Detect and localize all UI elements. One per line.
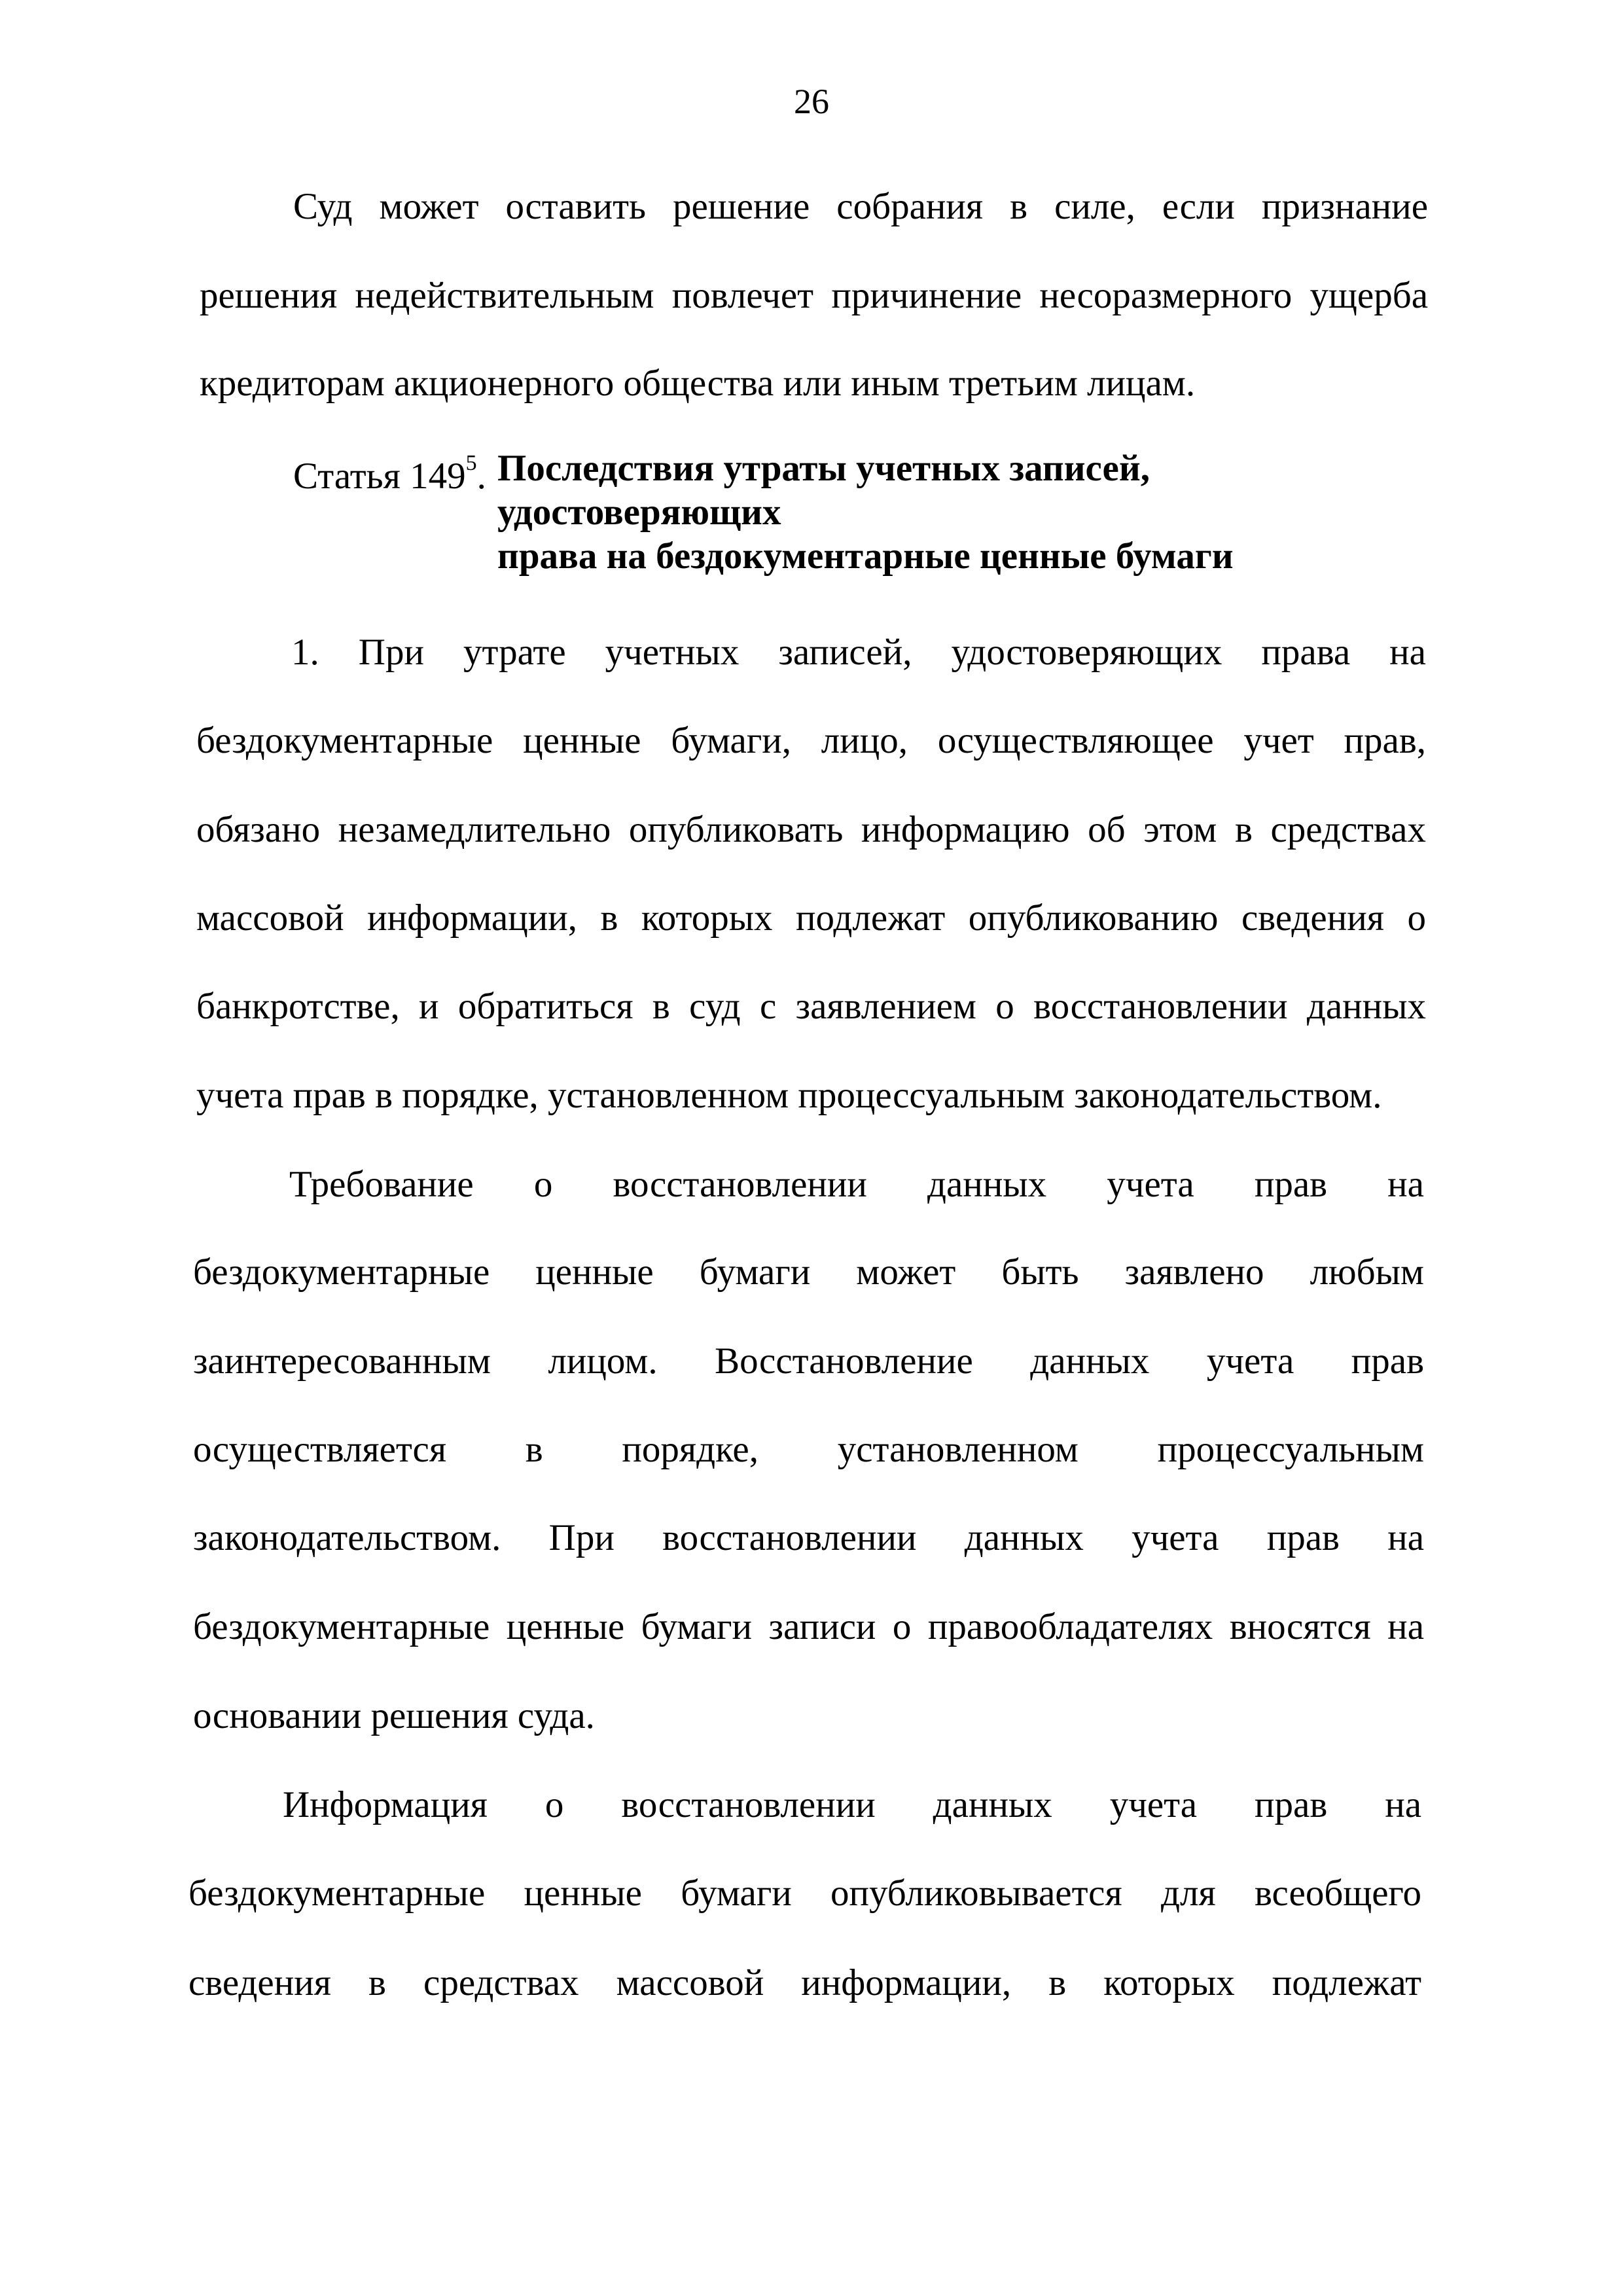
- page-number: 26: [794, 82, 829, 121]
- paragraph-2-line-5: банкротстве, и обратиться в суд с заявлением о восстановлении данных: [196, 986, 1426, 1027]
- paragraph-2-line-1: 1. При утрате учетных записей, удостоверяющих права на: [291, 632, 1426, 673]
- paragraph-1-line-3: кредиторам акционерного общества или иным третьим лицам.: [200, 363, 1196, 404]
- paragraph-4-line-2: бездокументарные ценные бумаги опубликовывается для всеобщего: [188, 1873, 1421, 1914]
- article-label: Статья $149^5$.: [293, 451, 486, 497]
- paragraph-3-line-4: осуществляется в порядке, установленном процессуальным: [193, 1429, 1424, 1470]
- paragraph-3-line-2: бездокументарные ценные бумаги может быть заявлено любым: [193, 1251, 1424, 1293]
- paragraph-3-line-1: Требование о восстановлении данных учета прав на: [289, 1164, 1424, 1205]
- paragraph-3-line-7: основании решения суда.: [193, 1695, 595, 1736]
- paragraph-2-line-2: бездокументарные ценные бумаги, лицо, осуществляющее учет прав,: [196, 720, 1426, 761]
- paragraph-2-line-3: обязано незамедлительно опубликовать информацию об этом в средствах: [196, 809, 1426, 850]
- paragraph-1-line-1: Суд может оставить решение собрания в силе, если признание: [293, 186, 1428, 227]
- paragraph-3-line-5: законодательством. При восстановлении данных учета прав на: [193, 1517, 1424, 1558]
- paragraph-1-line-2: решения недействительным повлечет причинение несоразмерного ущерба: [200, 275, 1428, 316]
- paragraph-2-line-6: учета прав в порядке, установленном процессуальным законодательством.: [196, 1075, 1382, 1116]
- article-title-line-3: права на бездокументарные ценные бумаги: [497, 535, 1234, 577]
- article-title-line-1: Последствия утраты учетных записей,: [497, 448, 1150, 489]
- paragraph-4-line-1: Информация о восстановлении данных учета прав на: [283, 1784, 1421, 1825]
- paragraph-4-line-3: сведения в средствах массовой информации, в которых подлежат: [188, 1962, 1421, 2003]
- paragraph-3-line-3: заинтересованным лицом. Восстановление данных учета прав: [193, 1340, 1424, 1382]
- article-superscript: 5: [465, 451, 477, 475]
- paragraph-2-line-4: массовой информации, в которых подлежат опубликованию сведения о: [196, 897, 1426, 939]
- paragraph-3-line-6: бездокументарные ценные бумаги записи о правообладателях вносятся на: [193, 1606, 1424, 1647]
- article-title-line-2: удостоверяющих: [497, 492, 781, 533]
